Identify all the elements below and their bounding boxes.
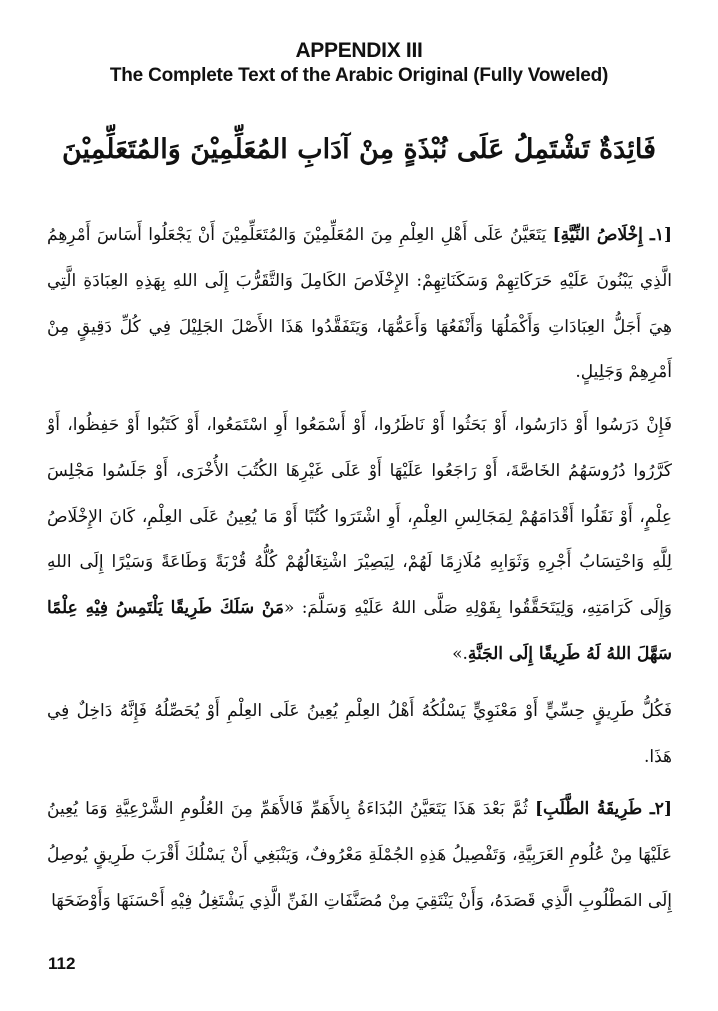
- section-1-text: يَتَعَيَّنُ عَلَى أَهْلِ العِلْمِ مِنَ المُعَلِّمِيْنَ وَالمُتَعَلِّمِيْنَ أَنْ يَجْعَلُوا أَسَاسَ أَمْرِهِمُ الَّذِي يَبْنُونَ عَلَيْهِ حَرَكَاتِهِمْ وَسَكَنَاتِهِمْ: الإِخْلَاصَ الكَامِلَ وَالتَّقَرُّبَ إِلَى اللهِ بِهَذِهِ العِبَادَةِ الَّتِي هِيَ أَجَلُّ العِبَادَاتِ وَأَكْمَلُهَا وَأَنْفَعُهَا وَأَعَمُّهَا، وَيَتَفَقَّدُوا هَذَا الأَصْلَ الجَلِيْلَ فِي كُلِّ دَقِيقٍ مِنْ أَمْرِهِمْ وَجَلِيلٍ.: [47, 225, 672, 383]
- page-number: 112: [48, 954, 76, 973]
- paragraph-3-text: فَكُلُّ طَرِيقٍ حِسِّيٍّ أَوْ مَعْنَوِيٍّ يَسْلُكُهُ أَهْلُ العِلْمِ يُعِينُ عَلَى العِلْمِ أَوْ يُحَصِّلُهُ فَإِنَّهُ دَاخِلٌ فِي هَذَا.: [47, 701, 672, 767]
- paragraph-2-text: فَإِنْ دَرَسُوا أَوْ دَارَسُوا، أَوْ بَحَثُوا أَوْ نَاظَرُوا، أَوْ أَسْمَعُوا أَوِ اسْتَمَعُوا، أَوْ كَتَبُوا أَوْ حَفِظُوا، أَوْ كَرَّرُوا دُرُوسَهُمُ الخَاصَّةَ، أَوْ رَاجَعُوا عَلَيْهَا أَوْ عَلَى غَيْرِهَا الكُتُبَ الأُخْرَى، أَوْ جَلَسُوا مَجْلِسَ عِلْمٍ، أَوْ نَقَلُوا أَقْدَامَهُمْ لِمَجَالِسِ العِلْمِ، أَوِ اشْتَرَوا كُتُبًا أَوْ مَا يُعِينُ عَلَى العِلْمِ، كَانَ الإِخْلَاصُ لِلَّهِ وَاحْتِسَابُ أَجْرِهِ وَثَوَابِهِ مُلَازِمًا لَهُمْ، لِيَصِيْرَ اشْتِغَالُهُمْ كُلُّهُ قُرْبَةً وَطَاعَةً وَسَيْرًا إِلَى اللهِ وَإِلَى كَرَامَتِهِ، وَلِيَتَحَقَّقُوا بِقَوْلِهِ صَلَّى اللهُ عَلَيْهِ وَسَلَّمَ: «: [47, 415, 672, 619]
- quote-close: .»: [452, 643, 468, 664]
- paragraph-2: [47, 403, 672, 678]
- appendix-subtitle: The Complete Text of the Arabic Original (Fully Voweled): [109, 65, 609, 86]
- section-2-text: ثُمَّ بَعْدَ هَذَا يَتَعَيَّنُ البُدَاءَةُ بِالأَهَمِّ فَالأَهَمِّ مِنَ العُلُومِ الشَّرْعِيَّةِ وَمَا يُعِينُ عَلَيْهَا مِنْ عُلُومِ العَرَبِيَّةِ، وَتَفْصِيلُ هَذِهِ الجُمْلَةِ مَعْرُوفٌ، وَيَنْبَغِي أَنْ يَسْلُكَ أَقْرَبَ طَرِيقٍ يُوصِلُ إِلَى المَطْلُوبِ الَّذِي قَصَدَهُ، وَأَنْ يَنْتَقِيَ مِنْ مُصَنَّفَاتِ الفَنِّ الَّذِي يَشْتَغِلُ فِيْهِ أَحْسَنَهَا وَأَوْضَحَهَا: [47, 799, 672, 911]
- arabic-title: فَائِدَةٌ تَشْتَمِلُ عَلَى نُبْذَةٍ مِنْ آدَابِ المُعَلِّمِيْنَ وَالمُتَعَلِّمِيْنَ: [62, 134, 656, 165]
- page-header: [0, 38, 718, 88]
- appendix-heading: APPENDIX III: [295, 39, 423, 62]
- section-1-heading: [١ـ إِخْلَاصُ النِّيَّةِ]: [552, 225, 672, 245]
- section-2-heading: [٢ـ طَرِيقَةُ الطَّلَبِ]: [535, 799, 672, 819]
- section-2-paragraph: [47, 787, 672, 924]
- paragraph-3: [47, 689, 672, 781]
- hadith-quote: مَنْ سَلَكَ طَرِيقًا يَلْتَمِسُ فِيْهِ عِلْمًا سَهَّلَ اللهُ لَهُ طَرِيقًا إِلَى الجَنَّةِ: [47, 598, 672, 664]
- section-1-paragraph: [47, 213, 672, 396]
